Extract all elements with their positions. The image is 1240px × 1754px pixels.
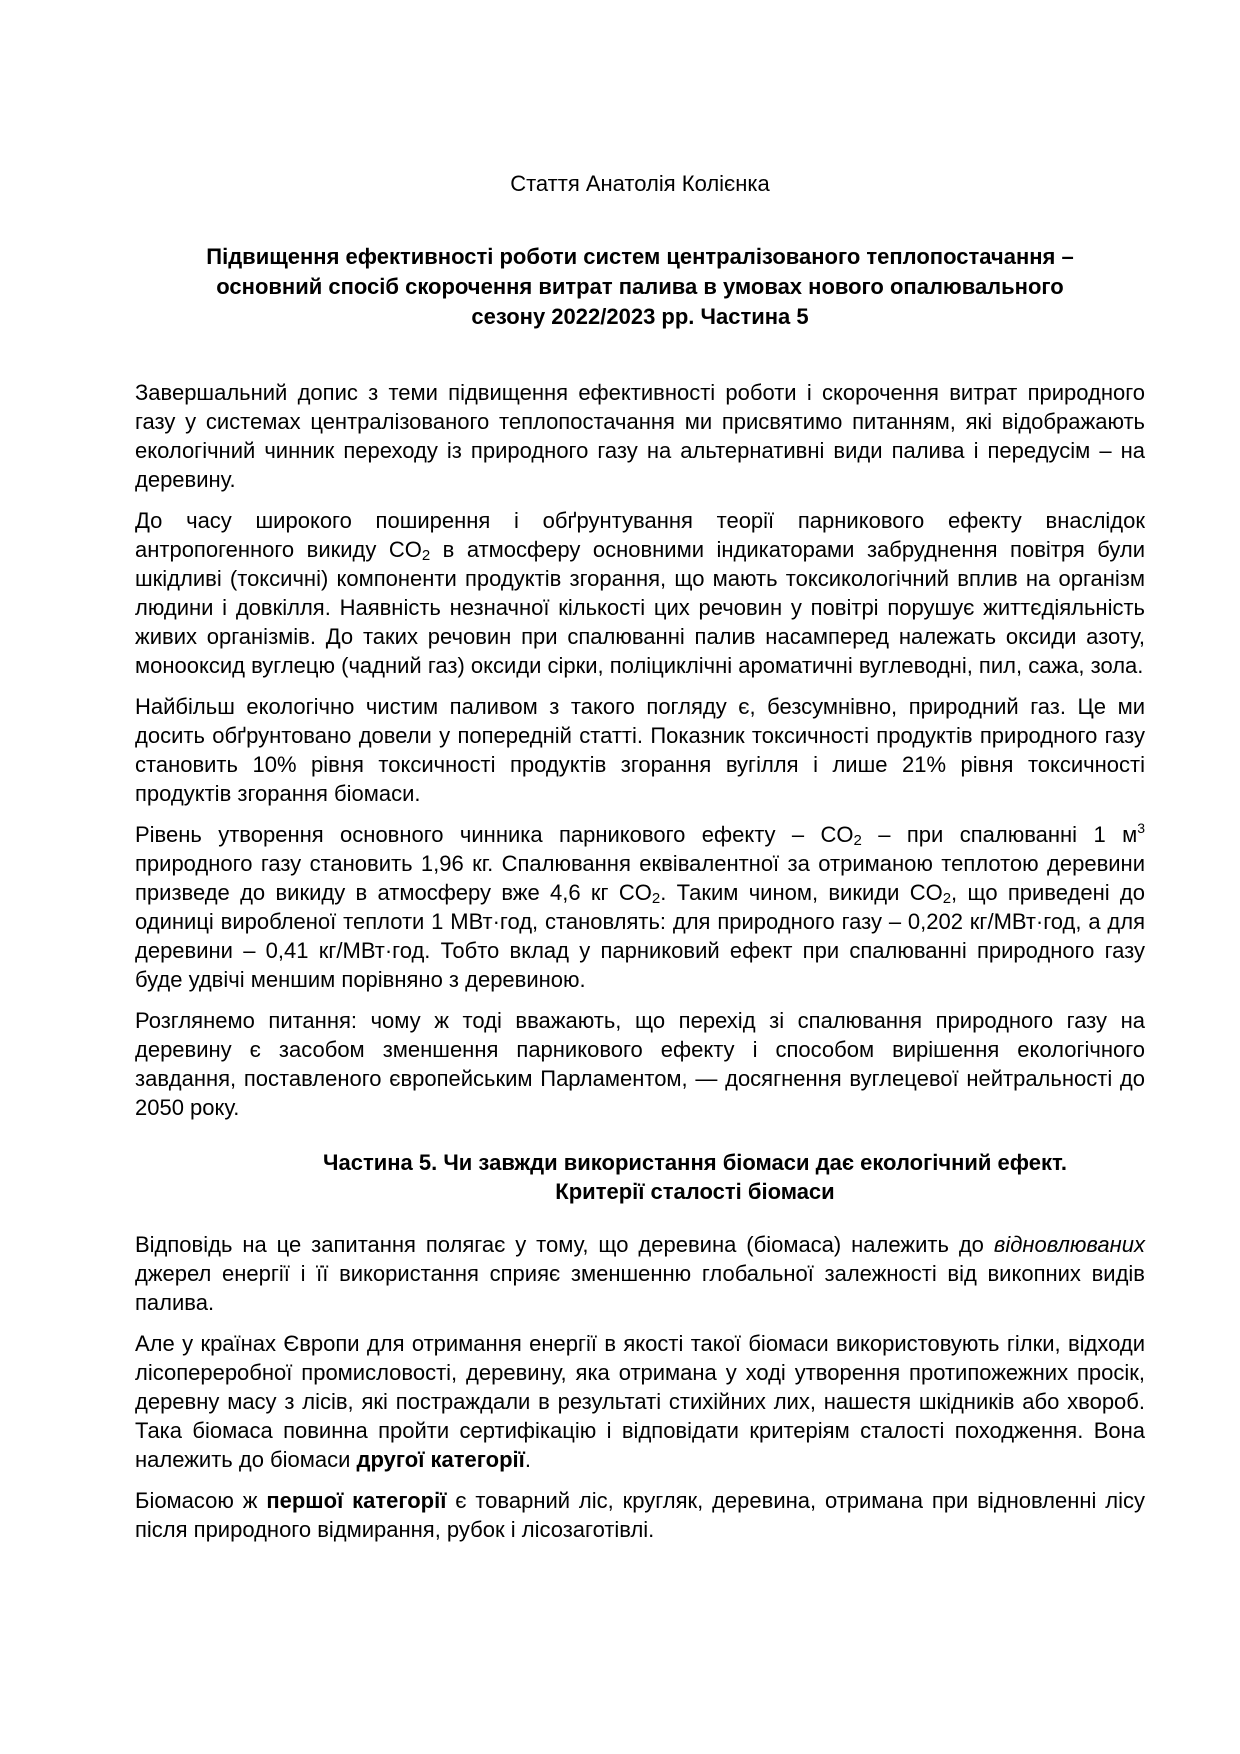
section-heading-line-1: Частина 5. Чи завжди використання біомаси дає екологічний ефект. xyxy=(323,1150,1067,1175)
title-line-1: Підвищення ефективності роботи систем централізованого теплопостачання – xyxy=(206,244,1074,269)
section-heading xyxy=(245,1148,1145,1206)
paragraph-natural-gas: Найбільш екологічно чистим паливом з такого погляду є, безсумнівно, природний газ. Це ми досить обґрунтовано довели у попередній статті. Показник токсичності продуктів природного газу становить 10% рівня токсичності продуктів згорання вугілля і лише 21% рівня токсичності продуктів згорання біомаси. xyxy=(135,694,1145,806)
paragraph-toxic-components: До часу широкого поширення і обґрунтування теорії парникового ефекту внаслідок антропогенного викиду $CO_2$ в атмосферу основними індикаторами забруднення повітря були шкідливі (токсичні) компоненти продуктів згорання, що мають токсикологічний вплив на організм людини і довкілля. Наявність незначної кількості цих речовин у повітрі порушує життєдіяльність живих організмів. До таких речовин при спалюванні палив насамперед належать оксиди азоту, монооксид вуглецю (чадний газ) оксиди сірки, поліциклічні ароматичні вуглеводні, пил, сажа, зола. xyxy=(135,508,1145,678)
article-title xyxy=(135,242,1145,332)
document-page xyxy=(135,170,1145,1556)
paragraph-intro: Завершальний допис з теми підвищення ефективності роботи і скорочення витрат природного газу у системах централізованого теплопостачання ми присвятимо питанням, які відображають екологічний чинник переходу із природного газу на альтернативні види палива і передусім – на деревину. xyxy=(135,380,1145,492)
title-line-3: сезону 2022/2023 рр. Частина 5 xyxy=(471,304,809,329)
paragraph-first-category: Біомасою ж першої категорії є товарний ліс, кругляк, деревина, отримана при відновленні лісу після природного відмирання, рубок і лісозаготівлі. xyxy=(135,1488,1145,1542)
title-line-2: основний спосіб скорочення витрат палива в умовах нового опалювального xyxy=(216,274,1064,299)
paragraph-question: Розглянемо питання: чому ж тоді вважають, що перехід зі спалювання природного газу на деревину є засобом зменшення парникового ефекту і способом вирішення екологічного завдання, поставленого європейським Парламентом, — досягнення вуглецевої нейтральності до 2050 року. xyxy=(135,1008,1145,1120)
section-heading-line-2: Критерії сталості біомаси xyxy=(555,1179,835,1204)
paragraph-co2-emissions: Рівень утворення основного чинника парникового ефекту – $CO_2$ – при спалюванні 1 $м^3$ природного газу становить 1,96 кг. Спалювання еквівалентної за отриманою теплотою деревини призведе до викиду в атмосферу вже 4,6 кг $CO_2$. Таким чином, викиди $CO_2$, що приведені до одиниці виробленої теплоти 1 МВт·год, становлять: для природного газу – 0,202 кг/МВт·год, а для деревини – 0,41 кг/МВт·год. Тобто вклад у парниковий ефект при спалюванні природного газу буде удвічі меншим порівняно з деревиною. xyxy=(135,820,1145,992)
paragraph-renewable: Відповідь на це запитання полягає у тому, що деревина (біомаса) належить до відновлюваних джерел енергії і її використання сприяє зменшенню глобальної залежності від викопних видів палива. xyxy=(135,1232,1145,1315)
paragraph-second-category: Але у країнах Європи для отримання енергії в якості такої біомаси використовують гілки, відходи лісопереробної промисловості, деревину, яка отримана у ході утворення протипожежних просік, деревну масу з лісів, які постраждали в результаті стихійних лих, нашестя шкідників або хвороб. Така біомаса повинна пройти сертифікацію і відповідати критеріям сталості походження. Вона належить до біомаси другої категорії. xyxy=(135,1331,1145,1472)
author-line: Стаття Анатолія Колієнка xyxy=(510,171,770,196)
